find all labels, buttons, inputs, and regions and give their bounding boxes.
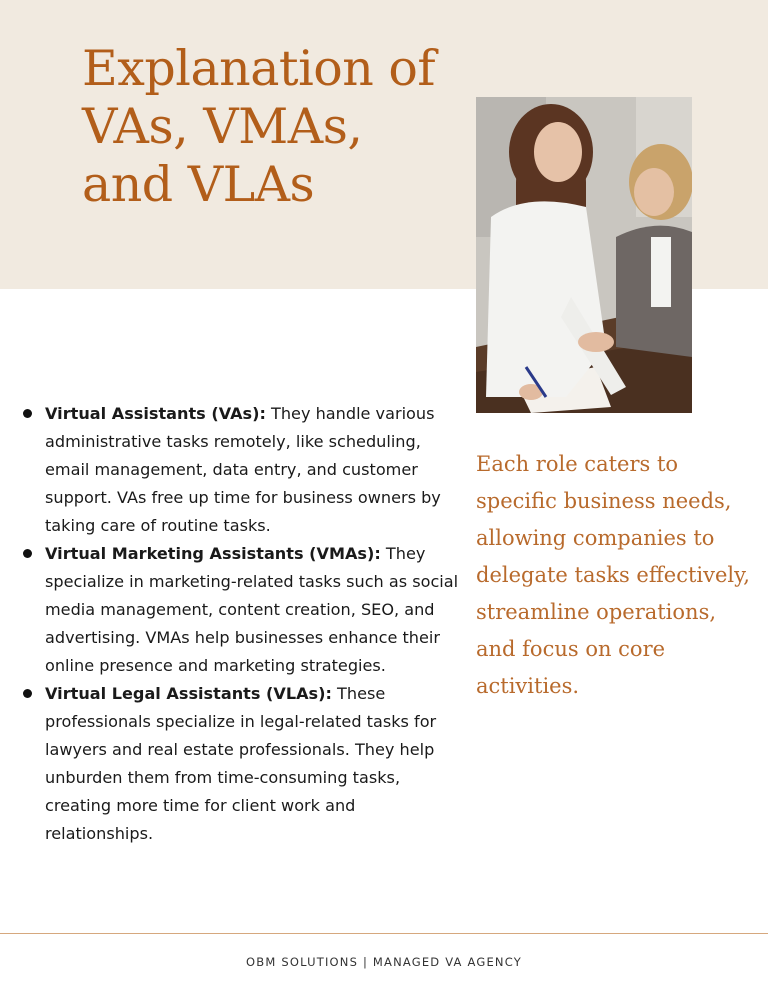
summary-callout: Each role caters to specific business needs, allowing companies to delegate tasks effectively, streamline operations, and focus on core activities. [476,452,750,698]
list-item [20,680,460,848]
list-item [20,540,460,680]
role-text: They handle various administrative tasks remotely, like scheduling, email management, data entry, and customer support. VAs free up time for business owners by taking care of routine tasks. [45,404,441,535]
role-term: Virtual Assistants (VAs): [45,404,266,423]
footer-text: OBM SOLUTIONS | MANAGED VA AGENCY [246,955,522,969]
role-text: These professionals specialize in legal-related tasks for lawyers and real estate professionals. They help unburden them from time-consuming tasks, creating more time for client work and relationships. [45,684,437,843]
list-item [20,400,460,540]
roles-list [20,400,460,848]
page-title: Explanation of VAs, VMAs, and VLAs [82,40,436,213]
role-text: They specialize in marketing-related tasks such as social media management, content creation, SEO, and advertising. VMAs help businesses enhance their online presence and marketing strategies. [45,544,459,675]
role-term: Virtual Legal Assistants (VLAs): [45,684,332,703]
footer-divider [0,933,768,934]
role-term: Virtual Marketing Assistants (VMAs): [45,544,381,563]
team-photo [476,97,692,413]
